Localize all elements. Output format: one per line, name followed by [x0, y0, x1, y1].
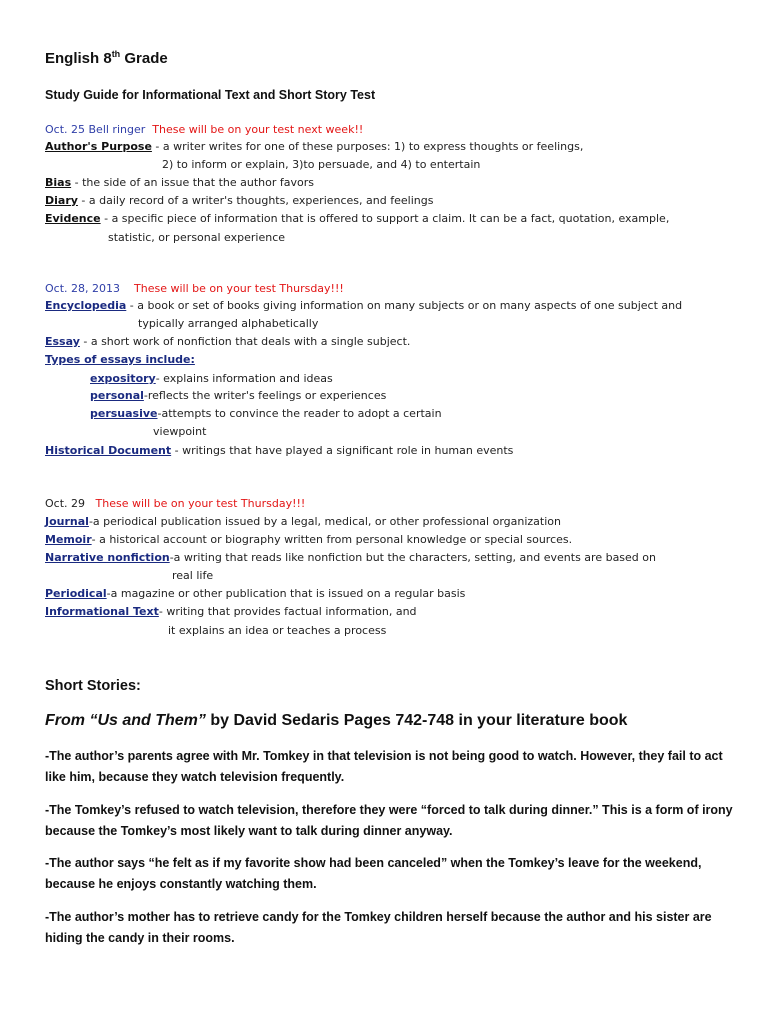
- term-encyclopedia-cont: typically arranged alphabetically: [138, 317, 319, 330]
- term-definition: - a historical account or biography written from personal knowledge or special sources.: [91, 533, 573, 546]
- term-periodical: [45, 587, 465, 601]
- term-definition: - writings that have played a significant role in human events: [171, 444, 514, 457]
- section3-date: Oct. 29: [45, 497, 86, 510]
- term-expository: [90, 372, 333, 386]
- story-note-4: -The author’s mother has to retrieve candy for the Tomkey children herself because the author and his sister are hiding the candy in their rooms.: [45, 910, 712, 945]
- term-persuasive-cont: viewpoint: [153, 425, 207, 438]
- term-authors-purpose: [45, 140, 583, 154]
- term-journal: [45, 515, 561, 529]
- term-evidence: [45, 212, 669, 226]
- term-definition: - explains information and ideas: [155, 372, 333, 385]
- short-stories-heading: Short Stories:: [45, 678, 141, 694]
- term-label: Journal: [45, 515, 89, 528]
- term-persuasive: [90, 407, 442, 421]
- term-label: Narrative nonfiction: [45, 551, 170, 564]
- term-encyclopedia: [45, 299, 682, 313]
- term-definition: - a writer writes for one of these purposes: 1) to express thoughts or feelings,: [151, 140, 584, 153]
- term-evidence-cont: statistic, or personal experience: [108, 231, 286, 244]
- term-label: Bias: [45, 176, 72, 189]
- story-title: From “Us and Them”: [45, 712, 206, 729]
- term-definition: -a periodical publication issued by a legal, medical, or other professional organization: [88, 515, 561, 528]
- term-bias: [45, 176, 314, 190]
- term-label: Encyclopedia: [45, 299, 127, 312]
- term-label: Historical Document: [45, 444, 172, 457]
- term-informational-text: [45, 605, 417, 619]
- section1-date: Oct. 25 Bell ringer: [45, 123, 146, 136]
- term-definition: -a writing that reads like nonfiction but the characters, setting, and events are based on: [169, 551, 656, 564]
- term-definition: - a short work of nonfiction that deals with a single subject.: [79, 335, 411, 348]
- page-title: [45, 49, 168, 67]
- section2-date: Oct. 28, 2013: [45, 282, 120, 295]
- section1-date-line: [45, 123, 363, 137]
- term-label: Diary: [45, 194, 78, 207]
- term-narrative-nonfiction-cont: real life: [172, 569, 214, 582]
- title-superscript: th: [111, 49, 121, 59]
- section2-date-line: [45, 282, 344, 296]
- term-historical-document: [45, 444, 513, 458]
- term-label: Types of essays include:: [45, 353, 195, 366]
- story-note-3: -The author says “he felt as if my favorite show had been canceled” when the Tomkey’s leave for the weekend, because he enjoys constantly watching them.: [45, 856, 702, 891]
- term-definition: -reflects the writer's feelings or experiences: [143, 389, 387, 402]
- page-subtitle: Study Guide for Informational Text and Short Story Test: [45, 88, 376, 102]
- term-label: Evidence: [45, 212, 101, 225]
- term-personal: [90, 389, 386, 403]
- term-label: persuasive: [90, 407, 158, 420]
- story-note-1: -The author’s parents agree with Mr. Tomkey in that television is not being good to watch. However, they fail to act like him, because they watch television frequently.: [45, 749, 723, 784]
- section3-note: These will be on your test Thursday!!!: [95, 497, 306, 510]
- types-of-essays-heading: [45, 353, 195, 367]
- term-label: Memoir: [45, 533, 92, 546]
- term-label: personal: [90, 389, 144, 402]
- story-pages: Pages 742-748 in your literature book: [339, 712, 628, 729]
- term-narrative-nonfiction: [45, 551, 656, 565]
- term-essay: [45, 335, 410, 349]
- story-title-line: [45, 712, 627, 730]
- section2-note: These will be on your test Thursday!!!: [134, 282, 344, 295]
- term-label: Author's Purpose: [45, 140, 152, 153]
- section1-note: These will be on your test next week!!: [152, 123, 364, 136]
- term-authors-purpose-cont: 2) to inform or explain, 3)to persuade, and 4) to entertain: [162, 158, 481, 171]
- term-label: Periodical: [45, 587, 107, 600]
- term-definition: - the side of an issue that the author favors: [71, 176, 314, 189]
- title-grade: Grade: [120, 50, 168, 67]
- term-label: Informational Text: [45, 605, 159, 618]
- term-definition: -attempts to convince the reader to adopt a certain: [157, 407, 442, 420]
- term-definition: - writing that provides factual information, and: [158, 605, 417, 618]
- story-note-2: -The Tomkey’s refused to watch television, therefore they were “forced to talk during dinner.” This is a form of irony because the Tomkey’s most likely want to talk during dinner anyway.: [45, 803, 733, 838]
- term-definition: - a specific piece of information that is offered to support a claim. It can be a fact, quotation, example,: [100, 212, 670, 225]
- story-author: by David Sedaris: [205, 712, 340, 729]
- term-definition: - a book or set of books giving information on many subjects or on many aspects of one subject and: [126, 299, 683, 312]
- title-text: English 8: [45, 50, 112, 67]
- term-memoir: [45, 533, 572, 547]
- term-label: Essay: [45, 335, 80, 348]
- section3-date-line: [45, 497, 305, 511]
- term-definition: - a daily record of a writer's thoughts, experiences, and feelings: [77, 194, 434, 207]
- term-diary: [45, 194, 433, 208]
- term-informational-text-cont: it explains an idea or teaches a process: [168, 624, 387, 637]
- term-definition: -a magazine or other publication that is issued on a regular basis: [106, 587, 466, 600]
- term-label: expository: [90, 372, 156, 385]
